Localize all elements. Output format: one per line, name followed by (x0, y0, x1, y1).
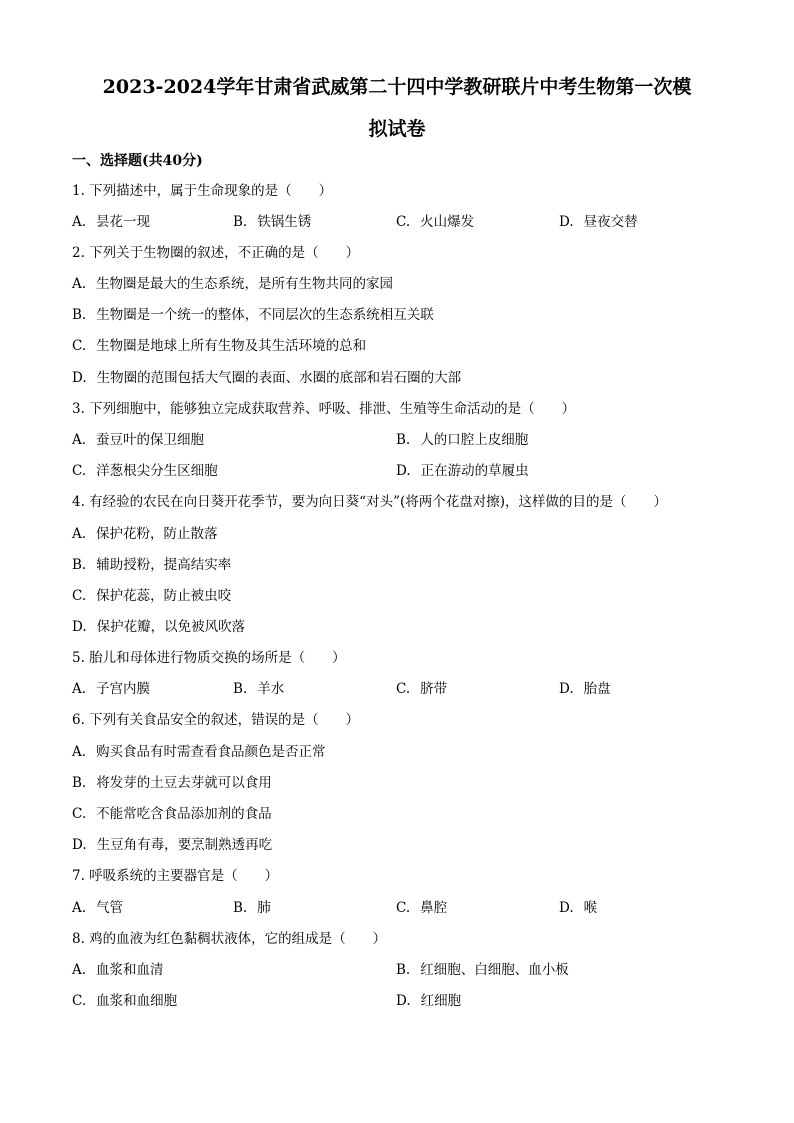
question-3-option-d: D. 正在游动的草履虫 (396, 463, 529, 479)
question-2-option-d: D. 生物圈的范围包括大气圈的表面、水圈的底部和岩石圈的大部 (72, 370, 462, 386)
question-5-stem: 5. 胎儿和母体进行物质交换的场所是（ ） (72, 650, 346, 666)
question-8-stem: 8. 鸡的血液为红色黏稠状液体，它的组成是（ ） (72, 931, 387, 947)
question-6-option-a: A. 购买食品有时需查看食品颜色是否正常 (72, 744, 326, 760)
question-1-option-d: D. 昼夜交替 (559, 214, 638, 230)
question-8-option-d: D. 红细胞 (396, 993, 462, 1009)
question-2-option-b: B. 生物圈是一个统一的整体，不同层次的生态系统相互关联 (72, 307, 434, 323)
question-5-option-b: B. 羊水 (233, 681, 285, 697)
question-6-option-b: B. 将发芽的土豆去芽就可以食用 (72, 775, 272, 791)
question-1-option-c: C. 火山爆发 (396, 214, 475, 230)
question-1-option-b: B. 铁锅生锈 (233, 214, 312, 230)
question-8-option-c: C. 血浆和血细胞 (72, 993, 178, 1009)
question-4-stem: 4. 有经验的农民在向日葵开花季节，要为向日葵“对头”(将两个花盘对擦)，这样做的目的是（ ） (72, 494, 668, 510)
question-1-stem: 1. 下列描述中，属于生命现象的是（ ） (72, 183, 333, 199)
question-3-option-b: B. 人的口腔上皮细胞 (396, 432, 529, 448)
question-4-option-b: B. 辅助授粉，提高结实率 (72, 557, 232, 573)
question-8-option-a: A. 血浆和血清 (72, 962, 164, 978)
exam-title-line-2: 拟试卷 (368, 118, 426, 140)
question-1-option-a: A. 昙花一现 (72, 214, 151, 230)
question-6-stem: 6. 下列有关食品安全的叙述，错误的是（ ） (72, 712, 360, 728)
question-7-option-a: A. 气管 (72, 900, 124, 916)
question-5-option-c: C. 脐带 (396, 681, 448, 697)
section-heading: 一、选择题(共40分) (72, 153, 203, 169)
question-5-option-d: D. 胎盘 (559, 681, 611, 697)
question-4-option-a: A. 保护花粉，防止散落 (72, 526, 218, 542)
question-7-option-d: D. 喉 (559, 900, 598, 916)
question-3-option-c: C. 洋葱根尖分生区细胞 (72, 463, 218, 479)
question-7-option-c: C. 鼻腔 (396, 900, 448, 916)
question-3-stem: 3. 下列细胞中，能够独立完成获取营养、呼吸、排泄、生殖等生命活动的是（ ） (72, 401, 576, 417)
question-2-option-a: A. 生物圈是最大的生态系统，是所有生物共同的家园 (72, 276, 394, 292)
question-3-option-a: A. 蚕豆叶的保卫细胞 (72, 432, 205, 448)
exam-title-line-1: 2023-2024学年甘肃省武威第二十四中学教研联片中考生物第一次模 (102, 76, 692, 98)
question-4-option-d: D. 保护花瓣，以免被风吹落 (72, 619, 246, 635)
question-6-option-d: D. 生豆角有毒，要烹制熟透再吃 (72, 837, 273, 853)
question-8-option-b: B. 红细胞、白细胞、血小板 (396, 962, 569, 978)
question-6-option-c: C. 不能常吃含食品添加剂的食品 (72, 806, 272, 822)
question-2-stem: 2. 下列关于生物圈的叙述，不正确的是（ ） (72, 245, 360, 261)
question-7-stem: 7. 呼吸系统的主要器官是（ ） (72, 868, 279, 884)
question-2-option-c: C. 生物圈是地球上所有生物及其生活环境的总和 (72, 338, 367, 354)
question-5-option-a: A. 子宫内膜 (72, 681, 151, 697)
question-4-option-c: C. 保护花蕊，防止被虫咬 (72, 588, 232, 604)
question-7-option-b: B. 肺 (233, 900, 271, 916)
